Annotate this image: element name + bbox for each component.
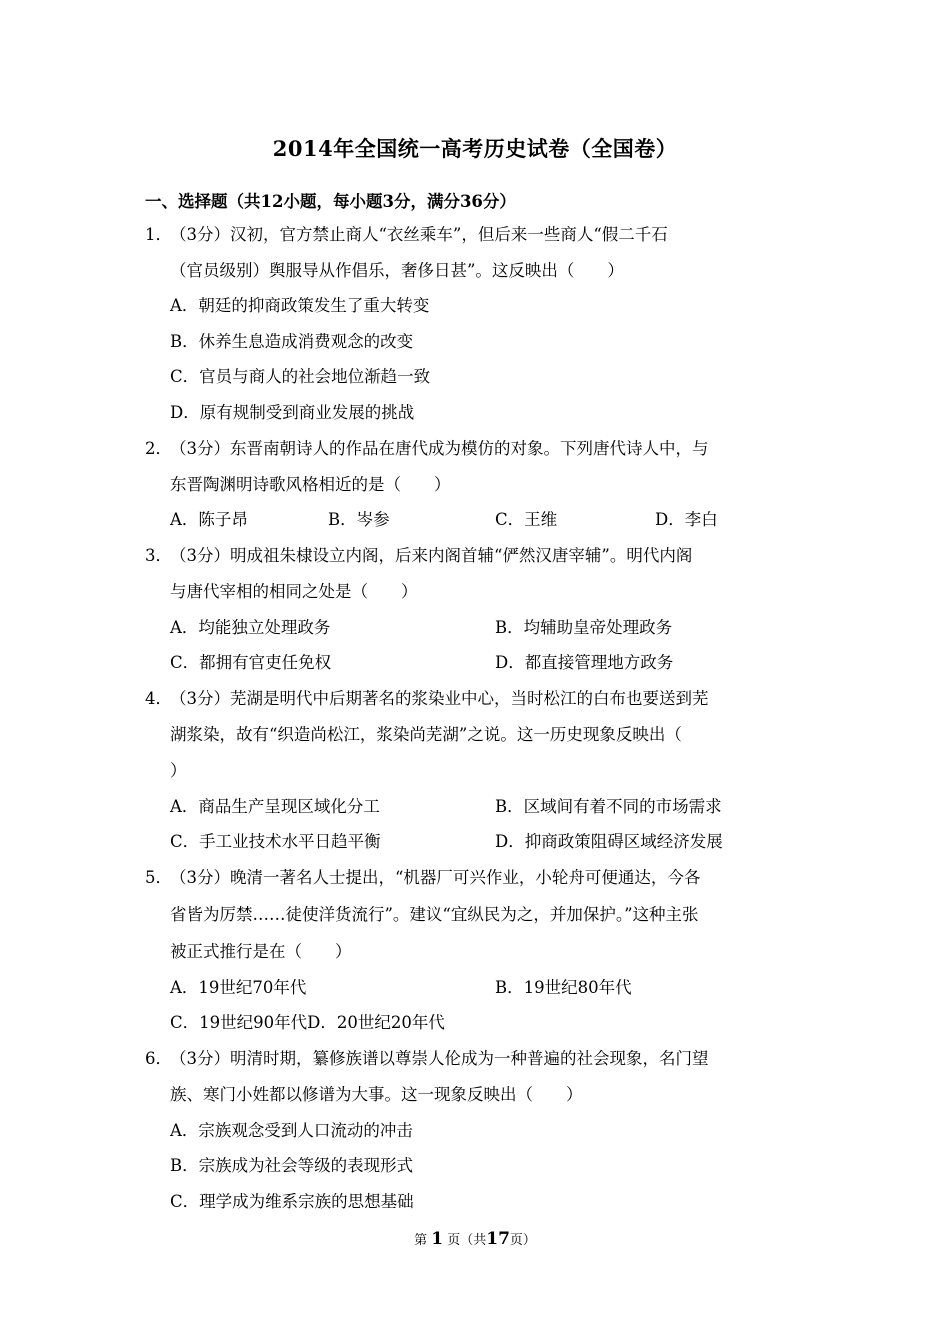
page-number: 1 — [431, 1229, 444, 1249]
answer-option: A．陈子昂 — [170, 510, 248, 529]
answer-option: A．均能独立处理政务 — [170, 618, 331, 637]
question-number: 1． — [145, 225, 172, 244]
answer-option: C．王维 — [495, 510, 558, 529]
question-text-line: 与唐代宰相的相同之处是（ ） — [170, 582, 418, 601]
answer-option: A．宗族观念受到人口流动的冲击 — [170, 1121, 413, 1140]
page-footer — [0, 1229, 950, 1249]
answer-option: D．李白 — [655, 510, 718, 529]
answer-option: C．手工业技术水平日趋平衡 — [170, 832, 381, 851]
answer-option: B．19世纪80年代 — [495, 978, 632, 997]
answer-option: C．19世纪90年代D．20世纪20年代 — [170, 1013, 445, 1032]
answer-option: A．19世纪70年代 — [170, 978, 307, 997]
footer-mid: 页（共 — [447, 1233, 487, 1248]
section-heading: 一、选择题（共12小题，每小题3分，满分36分） — [145, 192, 516, 211]
answer-option: B．岑参 — [328, 510, 390, 529]
question-text-line: 族、寒门小姓都以修谱为大事。这一现象反映出（ ） — [170, 1085, 583, 1104]
question-text-line: （3分）芜湖是明代中后期著名的浆染业中心，当时松江的白布也要送到芜 — [170, 689, 709, 708]
answer-option: A．朝廷的抑商政策发生了重大转变 — [170, 296, 430, 315]
question-text-line: 被正式推行是在（ ） — [170, 942, 352, 961]
question-text-line: （3分）明成祖朱棣设立内阁，后来内阁首辅“俨然汉唐宰辅”。明代内阁 — [170, 546, 693, 565]
answer-option: B．宗族成为社会等级的表现形式 — [170, 1156, 414, 1175]
answer-option: C．都拥有官吏任免权 — [170, 653, 332, 672]
question-text-line: ） — [170, 761, 187, 780]
question-text-line: 湖浆染，故有“织造尚松江，浆染尚芜湖”之说。这一历史现象反映出（ — [170, 725, 682, 744]
question-text-line: （官员级别）舆服导从作倡乐，奢侈日甚”。这反映出（ ） — [170, 261, 624, 280]
question-number: 4． — [145, 689, 172, 708]
answer-option: D．都直接管理地方政务 — [495, 653, 674, 672]
question-text-line: （3分）晚清一著名人士提出，“机器厂可兴作业，小轮舟可便通达，今各 — [170, 868, 701, 887]
total-pages: 17 — [486, 1229, 510, 1249]
question-text-line: （3分）汉初，官方禁止商人“衣丝乘车”，但后来一些商人“假二千石 — [170, 225, 668, 244]
answer-option: D．抑商政策阻碍区域经济发展 — [495, 832, 723, 851]
question-text-line: 东晋陶渊明诗歌风格相近的是（ ） — [170, 475, 451, 494]
page-title: 2014年全国统一高考历史试卷（全国卷） — [272, 136, 678, 161]
answer-option: A．商品生产呈现区域化分工 — [170, 797, 380, 816]
question-text-line: （3分）明清时期，纂修族谱以尊崇人伦成为一种普遍的社会现象，名门望 — [170, 1049, 709, 1068]
question-number: 5． — [145, 868, 172, 887]
answer-option: C．官员与商人的社会地位渐趋一致 — [170, 367, 431, 386]
answer-option: B．均辅助皇帝处理政务 — [495, 618, 673, 637]
answer-option: C．理学成为维系宗族的思想基础 — [170, 1192, 414, 1211]
footer-prefix: 第 — [414, 1233, 428, 1248]
question-number: 2． — [145, 439, 172, 458]
answer-option: B．区域间有着不同的市场需求 — [495, 797, 722, 816]
question-number: 6． — [145, 1049, 172, 1068]
answer-option: B．休养生息造成消费观念的改变 — [170, 332, 414, 351]
question-text-line: 省皆为厉禁……徒使洋货流行”。建议“宜纵民为之，并加保护。”这种主张 — [170, 905, 699, 924]
question-text-line: （3分）东晋南朝诗人的作品在唐代成为模仿的对象。下列唐代诗人中，与 — [170, 439, 709, 458]
answer-option: D．原有规制受到商业发展的挑战 — [170, 403, 415, 422]
question-number: 3． — [145, 546, 172, 565]
footer-suffix: 页） — [509, 1233, 536, 1248]
